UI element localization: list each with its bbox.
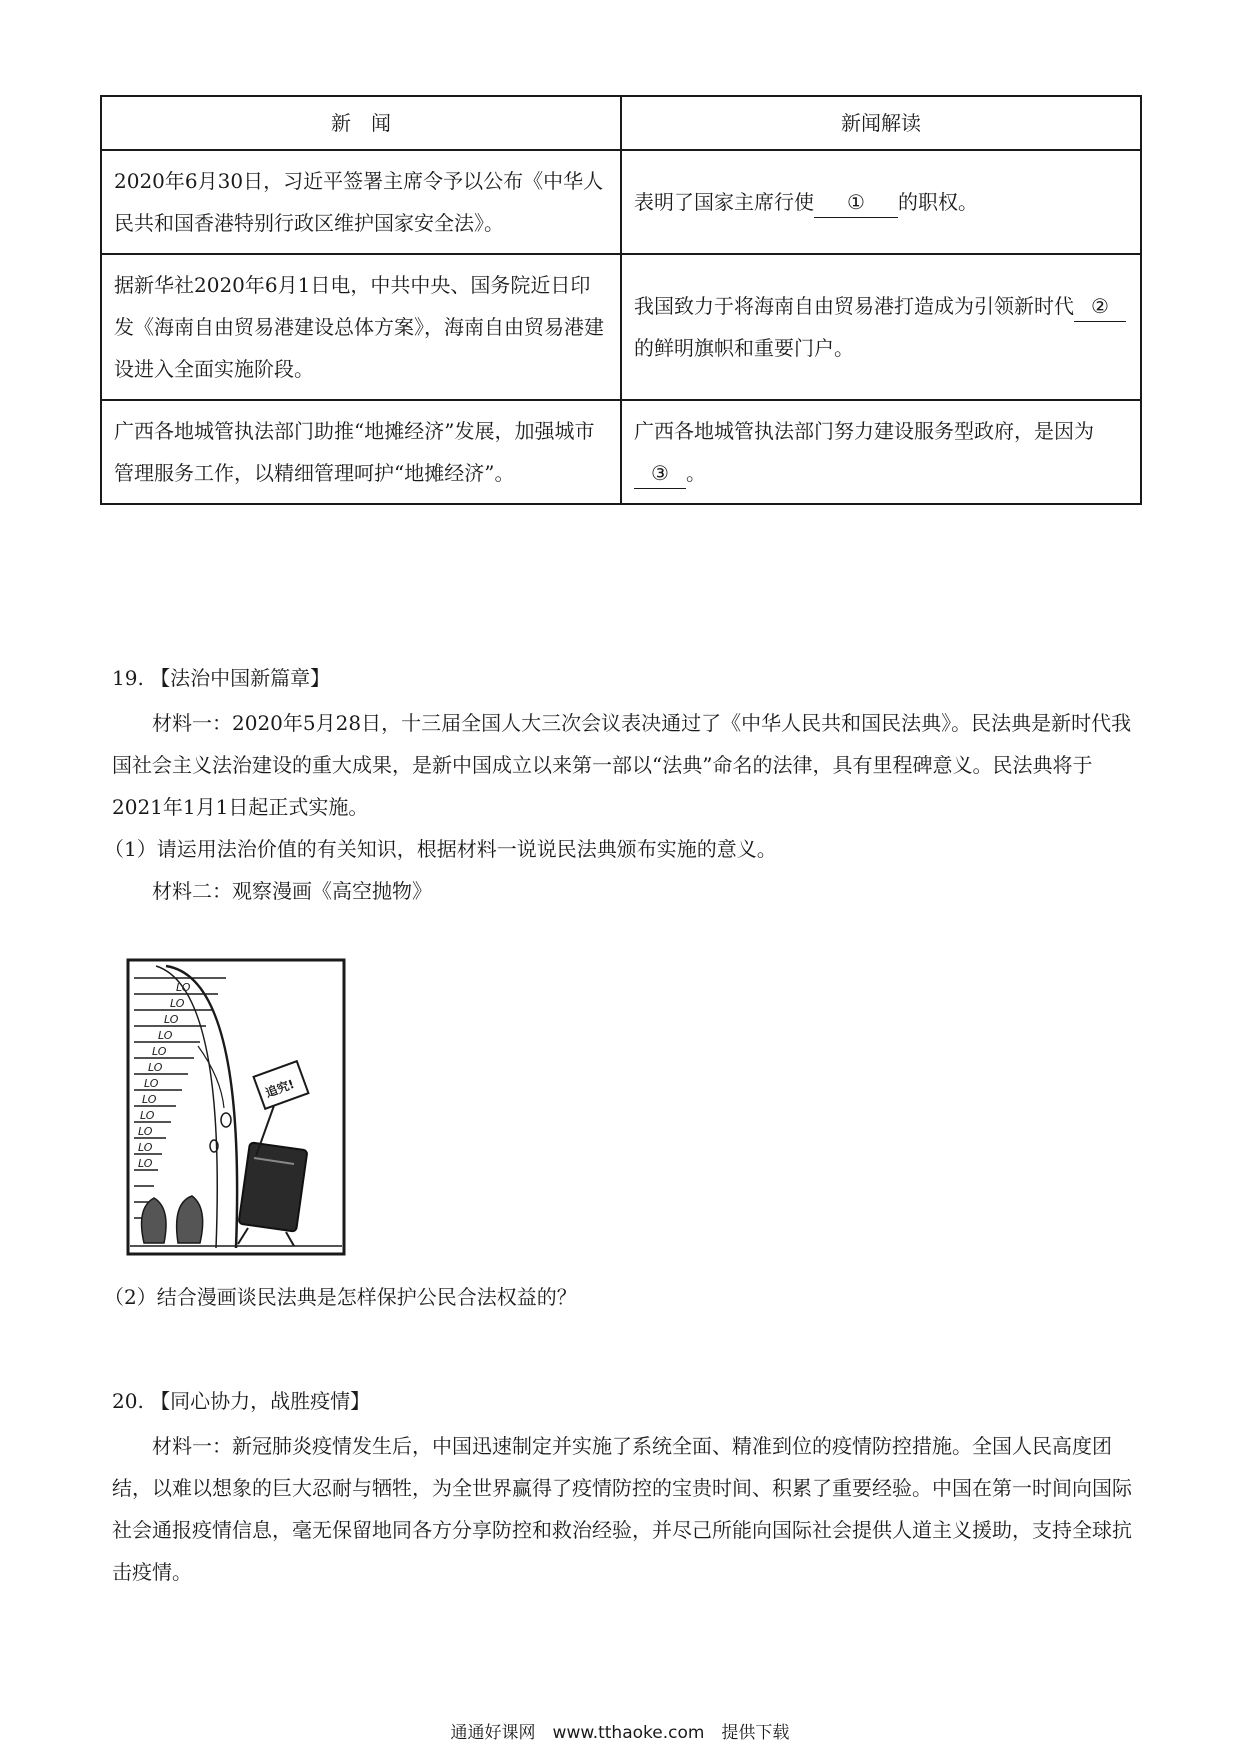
interpretation-text: 。 [686,461,706,485]
news-cell: 广西各地城管执法部门助推“地摊经济”发展，加强城市管理服务工作，以精细管理呵护“地摊经济”。 [101,400,621,504]
news-cell: 2020年6月30日，习近平签署主席令予以公布《中华人民共和国香港特别行政区维护国家安全法》。 [101,150,621,254]
news-table [100,95,1142,505]
interpretation-text: 表明了国家主席行使 [634,190,814,214]
svg-text:LO: LO [144,1077,159,1090]
header-news: 新 闻 [101,96,621,150]
svg-text:LO: LO [176,981,191,994]
answer-blank-3: ③ [634,458,686,489]
question-20 [112,1383,1132,1593]
interpretation-text: 的鲜明旗帜和重要门户。 [634,336,854,360]
svg-text:LO: LO [140,1109,155,1122]
page-footer: 通通好课网 www.tthaoke.com 提供下载 [450,1723,790,1743]
svg-text:LO: LO [138,1125,153,1138]
table-header-row [101,96,1141,150]
svg-text:LO: LO [148,1061,163,1074]
table-row [101,254,1141,400]
answer-blank-1: ① [814,187,898,218]
svg-text:LO: LO [138,1157,153,1170]
interpretation-text: 广西各地城管执法部门努力建设服务型政府，是因为 [634,419,1094,443]
cartoon-image [126,958,346,1256]
sub-question: （1）请运用法治价值的有关知识，根据材料一说说民法典颁布实施的意义。 [104,837,777,861]
svg-text:LO: LO [164,1013,179,1026]
table-row [101,150,1141,254]
interpretation-cell [621,150,1141,254]
svg-text:LO: LO [138,1141,153,1154]
header-interpretation: 新闻解读 [621,96,1141,150]
svg-text:LO: LO [170,997,185,1010]
svg-text:LO: LO [152,1045,167,1058]
question-title: 19. 【法治中国新篇章】 [112,666,331,690]
question-19-part-2 [104,1276,1132,1318]
table-row [101,400,1141,504]
answer-blank-2: ② [1074,291,1126,322]
material-paragraph: 材料一：新冠肺炎疫情发生后，中国迅速制定并实施了系统全面、精准到位的疫情防控措施。全国人民高度团结，以难以想象的巨大忍耐与牺牲，为全世界赢得了疫情防控的宝贵时间、积累了重要经验。中国在第一时间向国际社会通报疫情信息，毫无保留地同各方分享防控和救治经验，并尽己所能向国际社会提供人道主义援助，支持全球抗击疫情。 [112,1434,1132,1584]
sub-question: （2）结合漫画谈民法典是怎样保护公民合法权益的？ [104,1285,577,1309]
interpretation-text: 我国致力于将海南自由贸易港打造成为引领新时代 [634,294,1074,318]
material-paragraph: 材料一：2020年5月28日，十三届全国人大三次会议表决通过了《中华人民共和国民法典》。民法典是新时代我国社会主义法治建设的重大成果，是新中国成立以来第一部以“法典”命名的法律，具有里程碑意义。民法典将于2021年1月1日起正式实施。 [112,711,1132,819]
material-caption: 材料二：观察漫画《高空抛物》 [152,879,432,903]
question-title: 20. 【同心协力，战胜疫情】 [112,1389,371,1413]
svg-text:LO: LO [158,1029,173,1042]
interpretation-cell [621,254,1141,400]
svg-text:LO: LO [142,1093,157,1106]
news-cell: 据新华社2020年6月1日电，中共中央、国务院近日印发《海南自由贸易港建设总体方案》，海南自由贸易港建设进入全面实施阶段。 [101,254,621,400]
cartoon-sign-text: 追究! [263,1076,297,1101]
interpretation-text: 的职权。 [898,190,978,214]
interpretation-cell [621,400,1141,504]
question-19 [104,660,1132,912]
